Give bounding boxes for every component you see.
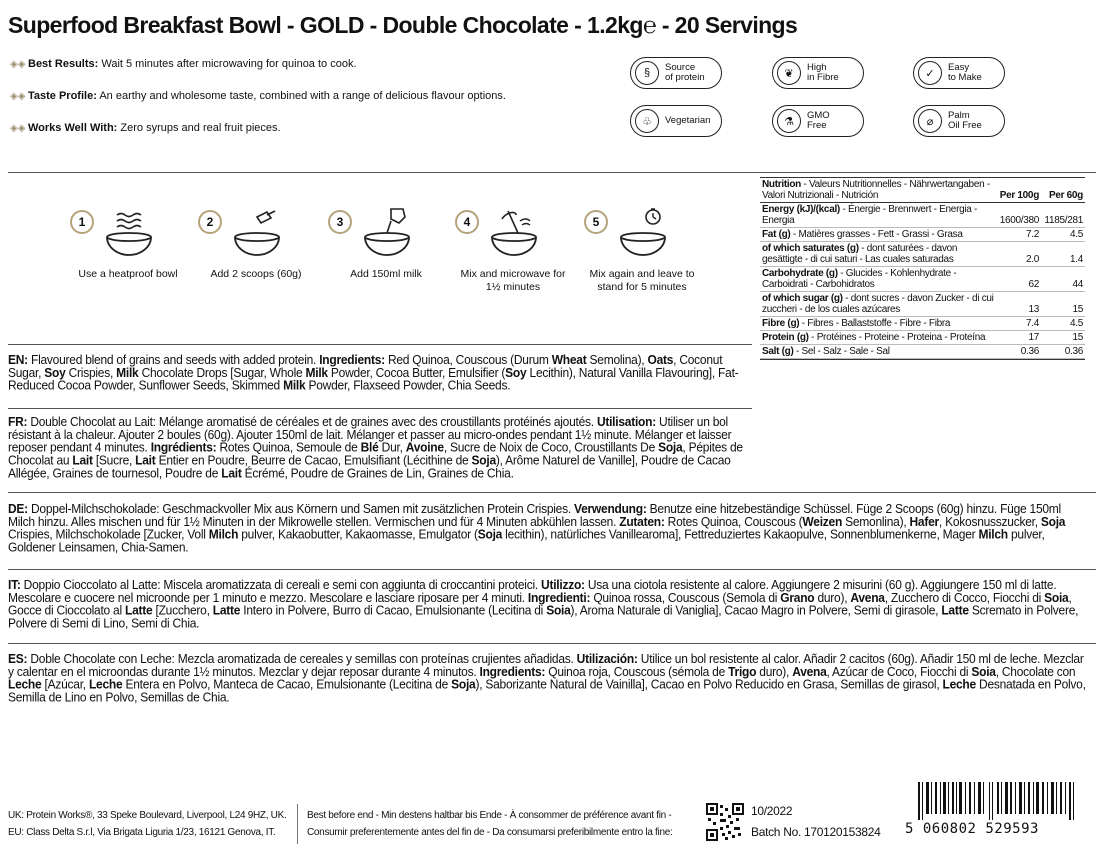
nutrition-row-salt: Salt (g) - Sel - Salz - Sale - Sal 0.36 0.36 [762,346,1083,357]
step-caption: Mix and microwave for 1½ minutes [460,268,566,293]
step-caption: Use a heatproof bowl [78,268,178,280]
ingredient-text-segment: Blé [360,439,379,455]
ingredient-text-segment: Lait [221,465,242,481]
step-number: 1 [70,210,94,234]
step-caption: Mix again and leave to stand for 5 minutes [589,268,695,293]
best-before-line-2: Consumir preferentemente antes del fin de - Da consumarsi preferibilmente entro la fine: [307,827,673,838]
ingredient-text-segment: Soja [658,439,683,455]
nutrition-header-row: Nutrition - Valeurs Nutritionnelles - Nährwertangaben - Valori Nutrizionali - Nutrición Per 100g Per 60g [762,179,1083,201]
milk-bowl-icon [361,207,413,259]
ingredient-text-segment: Utilizzo: [541,576,585,593]
ingredient-text-segment: Usa una ciotola resistente al calore. Aggiungere 2 misurini (60 g). Aggiungere 150 ml di latte. Mescolare e cuocere nel microonde per 1 minuto e mezzo. Mescolare e lasciare riposare per 4 minuti. [8,576,1057,605]
nutrition-row-energy: Energy (kJ)/(kcal) - Énergie - Brennwert - Energia - Energia 1600/380 1185/281 [762,204,1083,226]
ingredient-text-segment: Rotes Quinoa, Semoule de [216,439,361,455]
ingredient-text-segment: Desnatada en Polvo, Semilla de Lino en Polvo, Semillas de Chia. [8,676,1086,705]
ingredient-text-segment: Avoine [405,439,444,455]
ingredient-text-segment: , Kokosnusszucker, [938,513,1041,529]
ingredient-text-segment: Soia [971,663,996,679]
step-number: 5 [584,210,608,234]
ingredient-text-segment: Avena [792,663,827,679]
feature-taste-profile: ◈◈ Taste Profile: An earthy and wholesome taste, combined with a range of delicious flavour options. [10,90,506,102]
ingredient-text-segment: Lait [135,452,156,468]
nutrition-row-carbohydrate: Carbohydrate (g) - Glucides - Kohlenhydrate - Carboidrati - Carbohidratos 62 44 [762,268,1083,290]
badge-easy-to-make: ✓ Easy to Make [913,57,1005,89]
ingredients-de [8,502,1088,554]
nutrition-row-protein: Protein (g) - Protéines - Proteine - Proteina - Proteína 17 15 [762,332,1083,343]
ingredient-text-segment: Zutaten: [619,513,665,529]
scoop-bowl-icon [231,207,283,259]
step-number: 3 [328,210,352,234]
ingredient-text-segment: Verwendung: [574,500,647,517]
ingredient-text-segment: Chocolate Drops [Sugar, Whole [138,364,306,380]
step-number: 2 [198,210,222,234]
ingredient-text-segment: Benutze eine hitzebeständige Schüssel. Füge 2 Scoops (60g) hinzu. Füge 150ml Milch hinzu. Alles mischen und für 1½ Minuten in der Mikrowelle stellen. Vermischen und für 4 Minuten abkühlen lassen. [8,500,1061,529]
ingredient-text-segment: Milch [978,526,1008,542]
ingredient-text-segment: Ingredients: [319,351,385,368]
feature-best-results: ◈◈ Best Results: Wait 5 minutes after microwaving for quinoa to cook. [10,58,357,70]
ingredient-text-segment: pulver, Goldener Leinsamen, Chia-Samen. [8,526,1045,555]
ingredient-text-segment: Flavoured blend of grains and seeds with added protein. [27,351,320,368]
ingredient-text-segment: Soy [44,364,66,380]
nutrition-row-saturates: of which saturates (g) - dont saturées - davon gesättigte - di cui saturi - Las cuales saturadas 2.0 1.4 [762,243,1083,265]
ingredient-text-segment: Double Chocolat au Lait: Mélange aromatisé de céréales et de graines avec des croustillants protéinés ajoutés. [27,413,597,430]
qr-code-icon [706,803,744,841]
ingredient-text-segment: Semonlina), [842,513,910,529]
ingredient-text-segment: Scremato in Polvere, Polvere di Semi di Lino, Semi di Chia. [8,602,1079,631]
ingredient-text-segment: Milk [305,364,328,380]
badge-gmo-free: ⚗ GMO Free [772,105,864,137]
ingredient-text-segment: Crispies, Milchschokolade [Zucker, Voll [8,526,209,542]
ingredient-text-segment: Milk [116,364,139,380]
ingredient-text-segment: Lait [72,452,93,468]
drop-icon: ⌀ [918,109,942,133]
ingredient-text-segment: , Azúcar de Coco, Fiocchi di [826,663,972,679]
ingredient-text-segment: Leche [88,676,123,692]
divider [8,408,752,409]
ingredient-text-segment: Semolina), [586,351,648,368]
feature-works-well-with: ◈◈ Works Well With: Zero syrups and real fruit pieces. [10,122,281,134]
ingredients-es [8,652,1088,704]
ingredient-text-segment: Soia [546,602,571,618]
ingredient-text-segment: Doppel-Milchschokolade: Geschmackvoller Mix aus Körnern und Samen mit zusätzlichen Protein Crispies. [27,500,574,517]
ingredient-text-segment: Soia [1044,589,1069,605]
leaf-icon: ❦ [777,61,801,85]
ingredient-text-segment: ), Aroma Naturale di Vaniglia], Cacao Magro in Polvere, Semi di girasole, [570,602,942,618]
barcode-icon [918,782,1088,820]
product-title: Superfood Breakfast Bowl - GOLD - Double Chocolate - 1.2kg℮ - 20 Servings [8,12,798,38]
ingredient-text-segment: Utilización: [576,650,638,667]
step-caption: Add 150ml milk [350,268,422,280]
ingredient-text-segment: , Coconut Sugar, [8,351,723,380]
ingredient-text-segment: Oats [647,351,674,368]
sprout-icon: ♧ [635,109,659,133]
ingredient-text-segment: Latte [212,602,241,618]
ingredient-text-segment: , Pépites de Chocolat au [8,439,743,468]
ingredient-text-segment: Doppio Cioccolato al Latte: Miscela aromatizzata di cereali e semi con aggiunta di croccantini proteici. [20,576,542,593]
ingredient-text-segment: lecithin), natürliches Vanillearoma], Fettreduziertes Kakaopulve, Sonnenblumenkerne, Mager [502,526,979,542]
ingredient-text-segment: [Azúcar, [41,676,89,692]
ingredient-text-segment: IT: [8,576,21,593]
nutrition-row-fat: Fat (g) - Matières grasses - Fett - Grassi - Grasa 7.2 4.5 [762,229,1083,240]
ingredients-fr [8,415,753,480]
badge-high-in-fibre: ❦ High in Fibre [772,57,864,89]
step-caption: Add 2 scoops (60g) [210,268,302,280]
uk-address: UK: Protein Works®, 33 Speke Boulevard, Liverpool, L24 9HZ, UK. [8,810,287,821]
nutrition-table [760,177,1085,360]
best-before-date: 10/2022 [751,804,793,818]
ingredient-text-segment: Trigo [728,663,757,679]
ingredient-text-segment: ES: [8,650,28,667]
ingredient-text-segment: Utilice un bol resistente al calor. Añadir 2 cacitos (60g). Añadir 150 ml de leche. Mezclar y calentar en el microondas durante 1½ minutos. Mezclar y dejar reposar durante 4 minutos. [8,650,1084,679]
ingredient-text-segment: Red Quinoa, Couscous (Durum [384,351,552,368]
divider [297,804,298,844]
ingredient-text-segment: Grano [780,589,815,605]
ingredient-text-segment: Soja [451,676,476,692]
ingredient-text-segment: Latte [941,602,969,618]
barcode-number: 5 060802 529593 [905,821,1039,837]
ingredients-en [8,353,753,392]
ingredients-it [8,578,1088,630]
batch-number: Batch No. 170120153824 [751,825,881,839]
step-number: 4 [455,210,479,234]
ingredient-text-segment: Intero in Polvere, Burro di Cacao, Emulsionante (Lecitina di [240,602,547,618]
ingredient-text-segment: Milk [283,377,306,393]
badge-source-of-protein: § Source of protein [630,57,722,89]
ingredient-text-segment: Milch [208,526,239,542]
divider [8,492,1096,493]
ingredient-text-segment: Utilisation: [596,413,656,430]
divider [8,643,1096,644]
preparation-steps [8,172,750,322]
ingredient-text-segment: ), Arôme Naturel de Vanille], Poudre de Cacao Allégée, Graines de tournesol, Poudre de [8,452,731,481]
ingredient-text-segment: EN: [8,351,28,368]
diamond-pattern-icon: ◈◈ [10,123,26,134]
badge-vegetarian: ♧ Vegetarian [630,105,722,137]
timer-bowl-icon [617,207,669,259]
ingredient-text-segment: Soy [505,364,527,380]
ingredient-text-segment: Dur, [378,439,406,455]
ingredient-text-segment: Rotes Quinoa, Couscous ( [664,513,803,529]
ingredient-text-segment: Hafer [909,513,939,529]
ingredient-text-segment: pulver, Kakaobutter, Kakaomasse, Emulgator ( [238,526,478,542]
ingredient-text-segment: Entera en Polvo, Manteca de Cacao, Emulsionante (Lecitina de [122,676,452,692]
ingredient-text-segment: Ingredients: [479,663,546,679]
spoon-bowl-icon [488,207,540,259]
ingredient-text-segment: Écrémé, Poudre de Graines de Lin, Graines de Chia. [241,465,514,481]
flask-icon: ⚗ [777,109,801,133]
steam-bowl-icon [103,207,155,259]
ingredient-text-segment: [Sucre, [92,452,136,468]
ingredient-text-segment: Soja [477,526,503,542]
ingredient-text-segment: Soja [471,452,496,468]
diamond-pattern-icon: ◈◈ [10,91,26,102]
ingredient-text-segment: , Sucre de Noix de Coco, Croustillants De [443,439,659,455]
check-icon: ✓ [918,61,942,85]
divider [8,569,1096,570]
ingredient-text-segment: Doble Chocolate con Leche: Mezcla aromatizada de cereales y semillas con proteínas crujientes añadidas. [27,650,577,667]
ingredient-text-segment: Latte [124,602,153,618]
ingredient-text-segment: Soja [1040,513,1066,529]
ingredient-text-segment: Powder, Flaxseed Powder, Chia Seeds. [305,377,511,393]
divider [8,344,752,345]
ingredient-text-segment: FR: [8,413,28,430]
ingredient-text-segment: Ingrédients: [150,439,217,455]
ingredient-text-segment: Wheat [551,351,587,368]
ingredient-text-segment: , Chocolate con [995,663,1076,679]
dna-icon: § [635,61,659,85]
ingredient-text-segment: Avena [850,589,885,605]
ingredient-text-segment: Utiliser un bol résistant à la chaleur. Ajouter 2 boules (60g). Ajouter 150ml de lait. Mélanger et passer au micro-ondes pendant 1½ minute. Mélanger et laisser reposer pendant 4 minutes. [8,413,732,455]
ingredient-text-segment: Weizen [802,513,843,529]
ingredient-text-segment: [Zucchero, [152,602,213,618]
ingredient-text-segment: Crispies, [65,364,117,380]
ingredient-text-segment: Leche [942,676,976,692]
diamond-pattern-icon: ◈◈ [10,59,26,70]
ingredient-text-segment: Ingredienti: [527,589,591,605]
badge-palm-oil-free: ⌀ Palm Oil Free [913,105,1005,137]
ingredient-text-segment: , Gocce di Cioccolato al [8,589,1072,618]
nutrition-row-sugar: of which sugar (g) - dont sucres - davon Zucker - di cui zuccheri - de los cuales azúcares 13 15 [762,293,1083,315]
ingredient-text-segment: Quinoa rossa, Couscous (Semola di [590,589,781,605]
ingredient-text-segment: DE: [8,500,28,517]
ingredient-text-segment: Entier en Poudre, Beurre de Cacao, Emulsifiant (Lécithine de [155,452,472,468]
best-before-line-1: Best before end - Min destens haltbar bis Ende - À consommer de préférence avant fin - [307,810,672,821]
ingredient-text-segment: duro), [814,589,851,605]
ingredient-text-segment: ), Saborizante Natural de Vainilla], Cacao en Polvo Reducido en Grasa, Semillas de girasol, [475,676,943,692]
ingredient-text-segment: Quinoa roja, Couscous (sémola de [545,663,729,679]
ingredient-text-segment: Lecithin), Natural Vanilla Flavouring], Fat-Reduced Cocoa Powder, Sunflower Seeds, Skimmed [8,364,739,393]
eu-address: EU: Class Delta S.r.l, Via Brigata Liguria 1/23, 16121 Genova, IT. [8,827,276,838]
ingredient-text-segment: , Zucchero di Cocco, Fiocchi di [884,589,1045,605]
nutrition-row-fibre: Fibre (g) - Fibres - Ballaststoffe - Fibre - Fibra 7.4 4.5 [762,318,1083,329]
ingredient-text-segment: Leche [8,676,42,692]
ingredient-text-segment: duro), [756,663,793,679]
ingredient-text-segment: Powder, Cocoa Butter, Emulsifier ( [327,364,506,380]
